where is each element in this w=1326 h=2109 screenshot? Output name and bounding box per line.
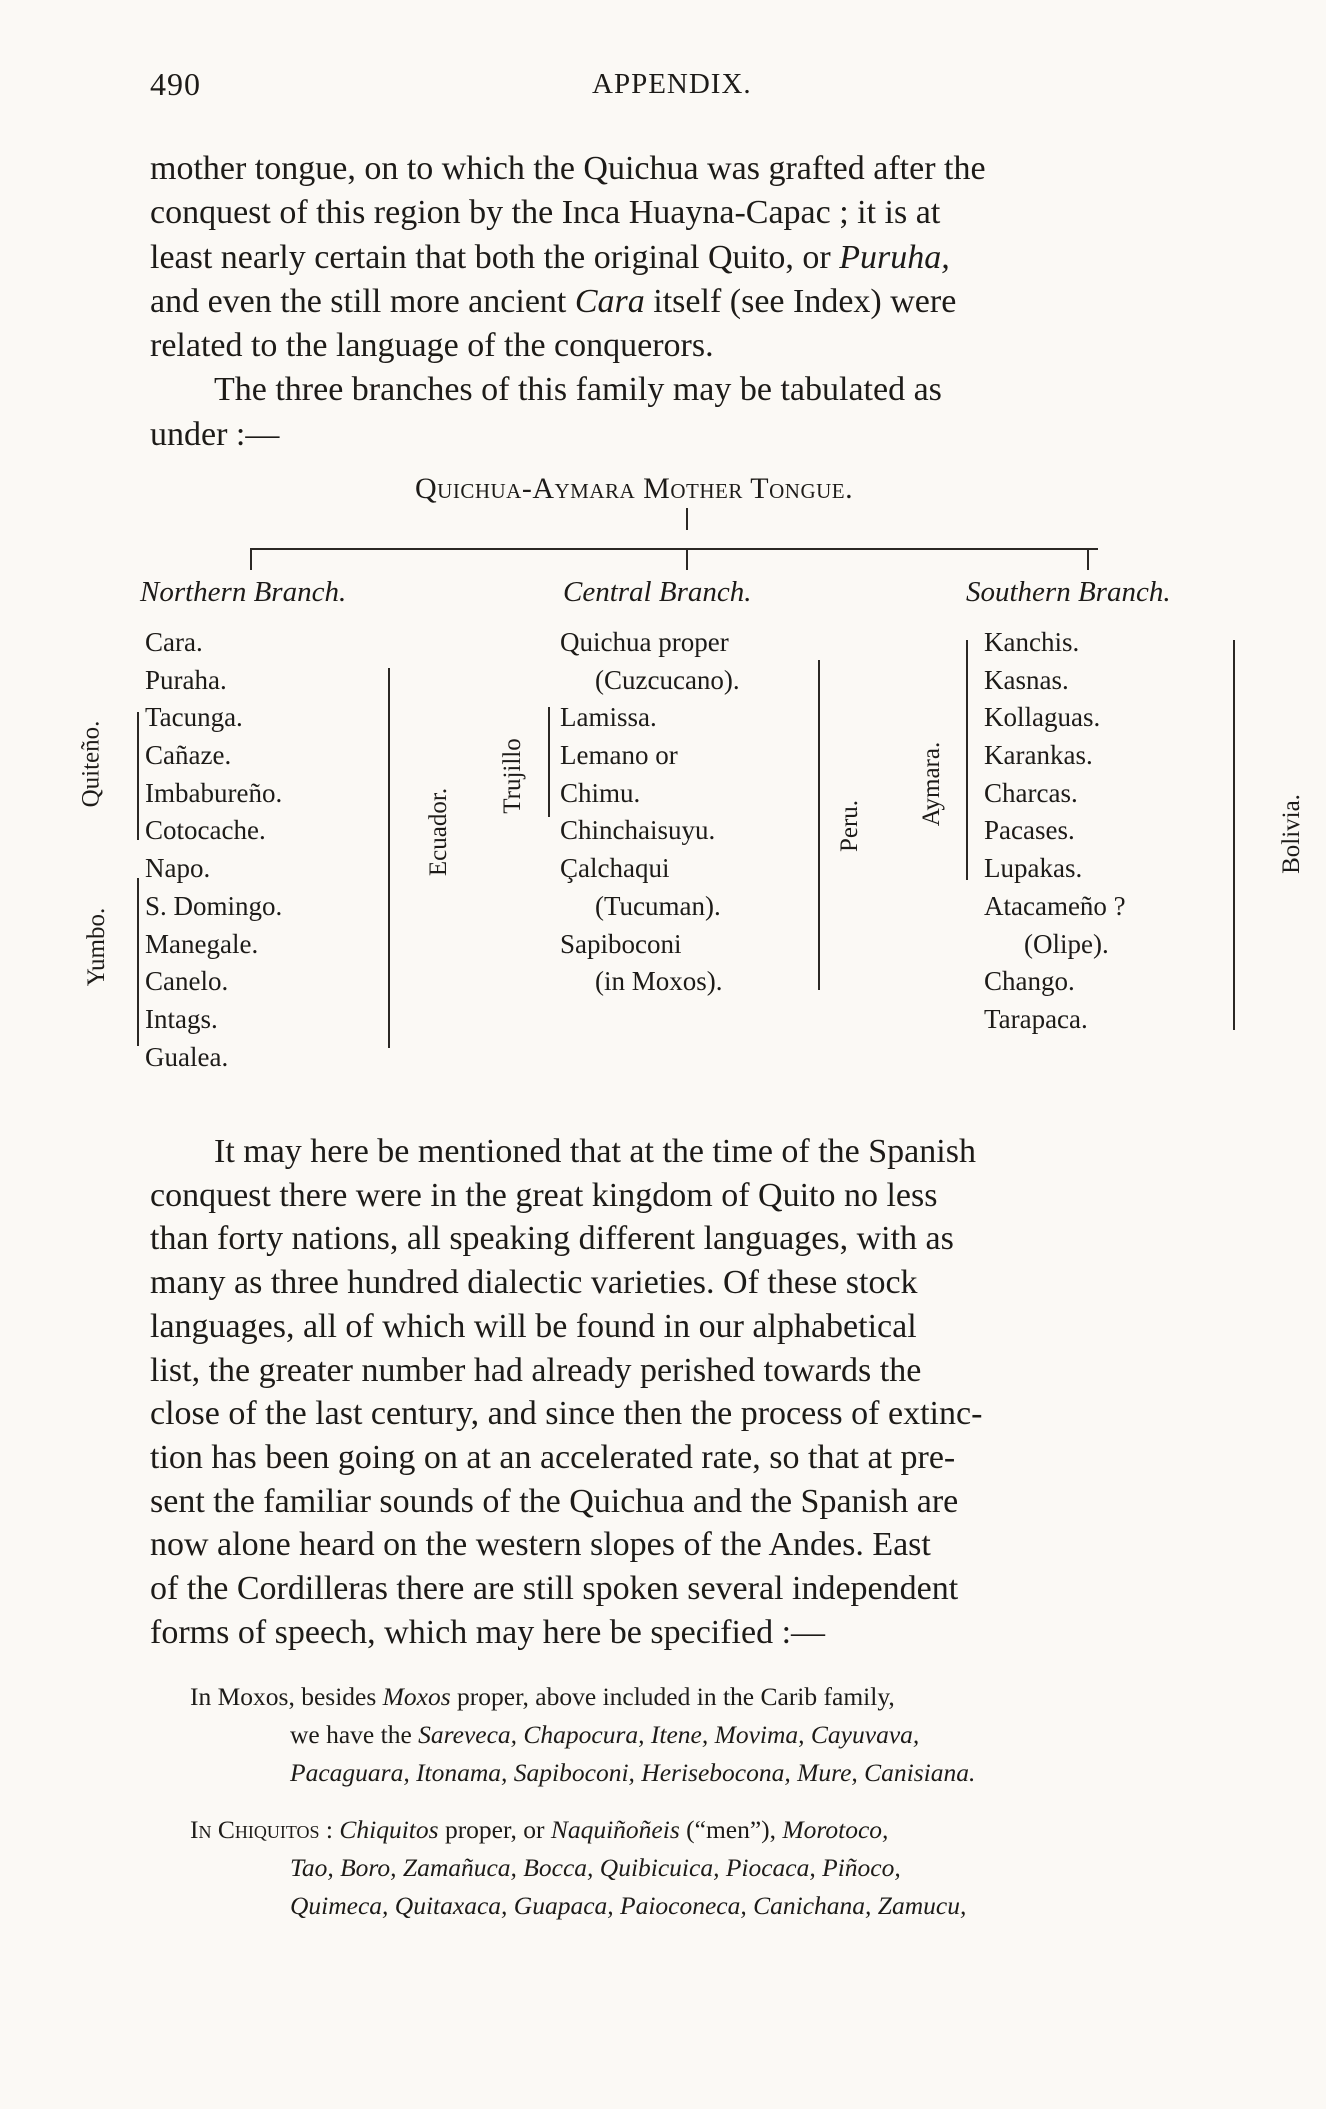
list-item: Lupakas. [984, 853, 1083, 884]
text-line: conquest of this region by the Inca Huayna-Capac ; it is at [150, 194, 941, 232]
northern-list [145, 624, 282, 1076]
list-item: Puraha. [145, 664, 227, 695]
paragraph-3 [150, 1130, 1213, 1654]
list-item: Napo. [145, 853, 211, 884]
text-line: of the Cordilleras there are still spoken several independent [150, 1570, 959, 1608]
list-item: Imbabureño. [145, 777, 283, 808]
group-label-yumbo: Yumbo. [83, 907, 111, 987]
text-italic: Chiquitos [339, 1815, 439, 1844]
text-line: proper, above included in the Carib family, [450, 1682, 895, 1711]
text-line: languages, all of which will be found in our alphabetical [150, 1307, 917, 1345]
list-item: Charcas. [984, 777, 1078, 808]
list-item: Lemano or [560, 740, 678, 771]
text-line: sent the familiar sounds of the Quichua and the Spanish are [150, 1482, 959, 1520]
list-item: Cotocache. [145, 815, 266, 846]
list-item: Lamissa. [560, 702, 657, 733]
tree-title: Quichua-Aymara Mother Tongue. [415, 472, 854, 505]
list-item: S. Domingo. [145, 890, 283, 921]
brace-aymara [966, 640, 968, 880]
text-line: and even the still more ancient [150, 282, 575, 320]
central-list [560, 624, 740, 1001]
text-line: conquest there were in the great kingdom of Quito no less [150, 1176, 938, 1214]
text-line: related to the language of the conquerors. [150, 327, 714, 365]
list-item: Sapiboconi [560, 928, 682, 959]
paragraph-1 [150, 147, 1213, 457]
page-number: 490 [150, 66, 201, 102]
brace-peru [818, 660, 820, 990]
text-line: least nearly certain that both the original Quito, or [150, 238, 840, 276]
text-line: In Chiquitos : [190, 1815, 340, 1844]
northern-branch-title: Northern Branch. [140, 576, 347, 608]
text-line: we have the [290, 1720, 419, 1749]
list-item: Çalchaqui [560, 853, 670, 884]
list-item: Chinchaisuyu. [560, 815, 716, 846]
list-item: Intags. [145, 1003, 218, 1034]
entry-moxos [190, 1678, 1215, 1792]
southern-list [984, 624, 1126, 1039]
list-item: (Olipe). [1024, 928, 1109, 959]
list-item: Tarapaca. [984, 1003, 1088, 1034]
text-italic: Morotoco, [782, 1815, 889, 1844]
tree-drop-central [686, 548, 688, 570]
country-label-peru: Peru. [836, 799, 864, 853]
country-label-ecuador: Ecuador. [425, 787, 453, 877]
entry-chiquitos [190, 1811, 1215, 1925]
list-item: (Cuzcucano). [595, 664, 740, 695]
list-item: Canelo. [145, 966, 229, 997]
text-italic: Quimeca, Quitaxaca, Guapaca, Paioconeca, Canichana, Zamucu, [290, 1891, 967, 1920]
list-item: (Tucuman). [595, 890, 721, 921]
tree-drop-north [250, 548, 252, 570]
list-item: Chango. [984, 966, 1075, 997]
brace-ecuador [388, 668, 390, 1048]
text-line: now alone heard on the western slopes of the Andes. East [150, 1526, 931, 1564]
country-label-bolivia: Bolivia. [1277, 794, 1305, 874]
text-italic: Pacaguara, Itonama, Sapiboconi, Herisebocona, Mure, Canisiana. [290, 1758, 976, 1787]
text-line: list, the greater number had already perished towards the [150, 1351, 922, 1389]
group-label-quiteno: Quiteño. [77, 720, 105, 808]
text-line: itself (see Index) were [644, 282, 957, 320]
list-item: Cara. [145, 627, 203, 657]
list-item: Pacases. [984, 815, 1075, 846]
list-item: (in Moxos). [595, 966, 723, 997]
brace-trujillo [548, 707, 550, 817]
list-item: Gualea. [145, 1041, 229, 1072]
list-item: Karankas. [984, 740, 1093, 771]
central-branch-title: Central Branch. [563, 576, 752, 608]
list-item: Atacameño ? [984, 890, 1126, 921]
list-item: Tacunga. [145, 702, 243, 733]
text-italic: Puruha, [839, 238, 950, 276]
text-italic: Cara [574, 282, 645, 320]
text-line: The three branches of this family may be tabulated as [214, 371, 942, 409]
brace-quiteno [137, 712, 139, 840]
group-label-trujillo: Trujillo [498, 738, 526, 814]
text-italic: Naquiñoñeis [550, 1815, 680, 1844]
brace-yumbo [137, 878, 139, 1046]
text-line: many as three hundred dialectic varieties. Of these stock [150, 1264, 918, 1302]
text-line: tion has been going on at an accelerated rate, so that at pre- [150, 1438, 956, 1476]
tree-stem [686, 508, 688, 530]
list-item: Cañaze. [145, 740, 232, 771]
text-line: It may here be mentioned that at the time of the Spanish [214, 1133, 976, 1170]
text-italic: Tao, Boro, Zamañuca, Bocca, Quibicuica, Piocaca, Piñoco, [290, 1853, 901, 1882]
southern-branch-title: Southern Branch. [966, 576, 1171, 608]
text-italic: Sareveca, Chapocura, Itene, Movima, Cayuvava, [418, 1720, 920, 1749]
text-line: (“men”), [679, 1815, 783, 1844]
list-item: Kanchis. [984, 627, 1080, 657]
text-line: than forty nations, all speaking different languages, with as [150, 1220, 954, 1258]
tree-crossbar [250, 548, 1098, 550]
list-item: Manegale. [145, 928, 259, 959]
list-item: Kollaguas. [984, 702, 1101, 733]
text-line: In Moxos, besides [190, 1682, 383, 1711]
list-item: Chimu. [560, 777, 641, 808]
tree-drop-south [1087, 548, 1089, 570]
running-title: APPENDIX. [592, 68, 752, 100]
text-line: mother tongue, on to which the Quichua was grafted after the [150, 150, 986, 187]
list-item: Quichua proper [560, 627, 729, 657]
text-line: forms of speech, which may here be specified :— [150, 1613, 826, 1651]
text-line: close of the last century, and since then the process of extinc- [150, 1395, 983, 1433]
brace-bolivia [1233, 640, 1235, 1030]
group-label-aymara: Aymara. [918, 741, 946, 827]
list-item: Kasnas. [984, 664, 1069, 695]
text-line: under :— [150, 415, 280, 453]
text-line: proper, or [438, 1815, 551, 1844]
text-italic: Moxos [382, 1682, 451, 1711]
